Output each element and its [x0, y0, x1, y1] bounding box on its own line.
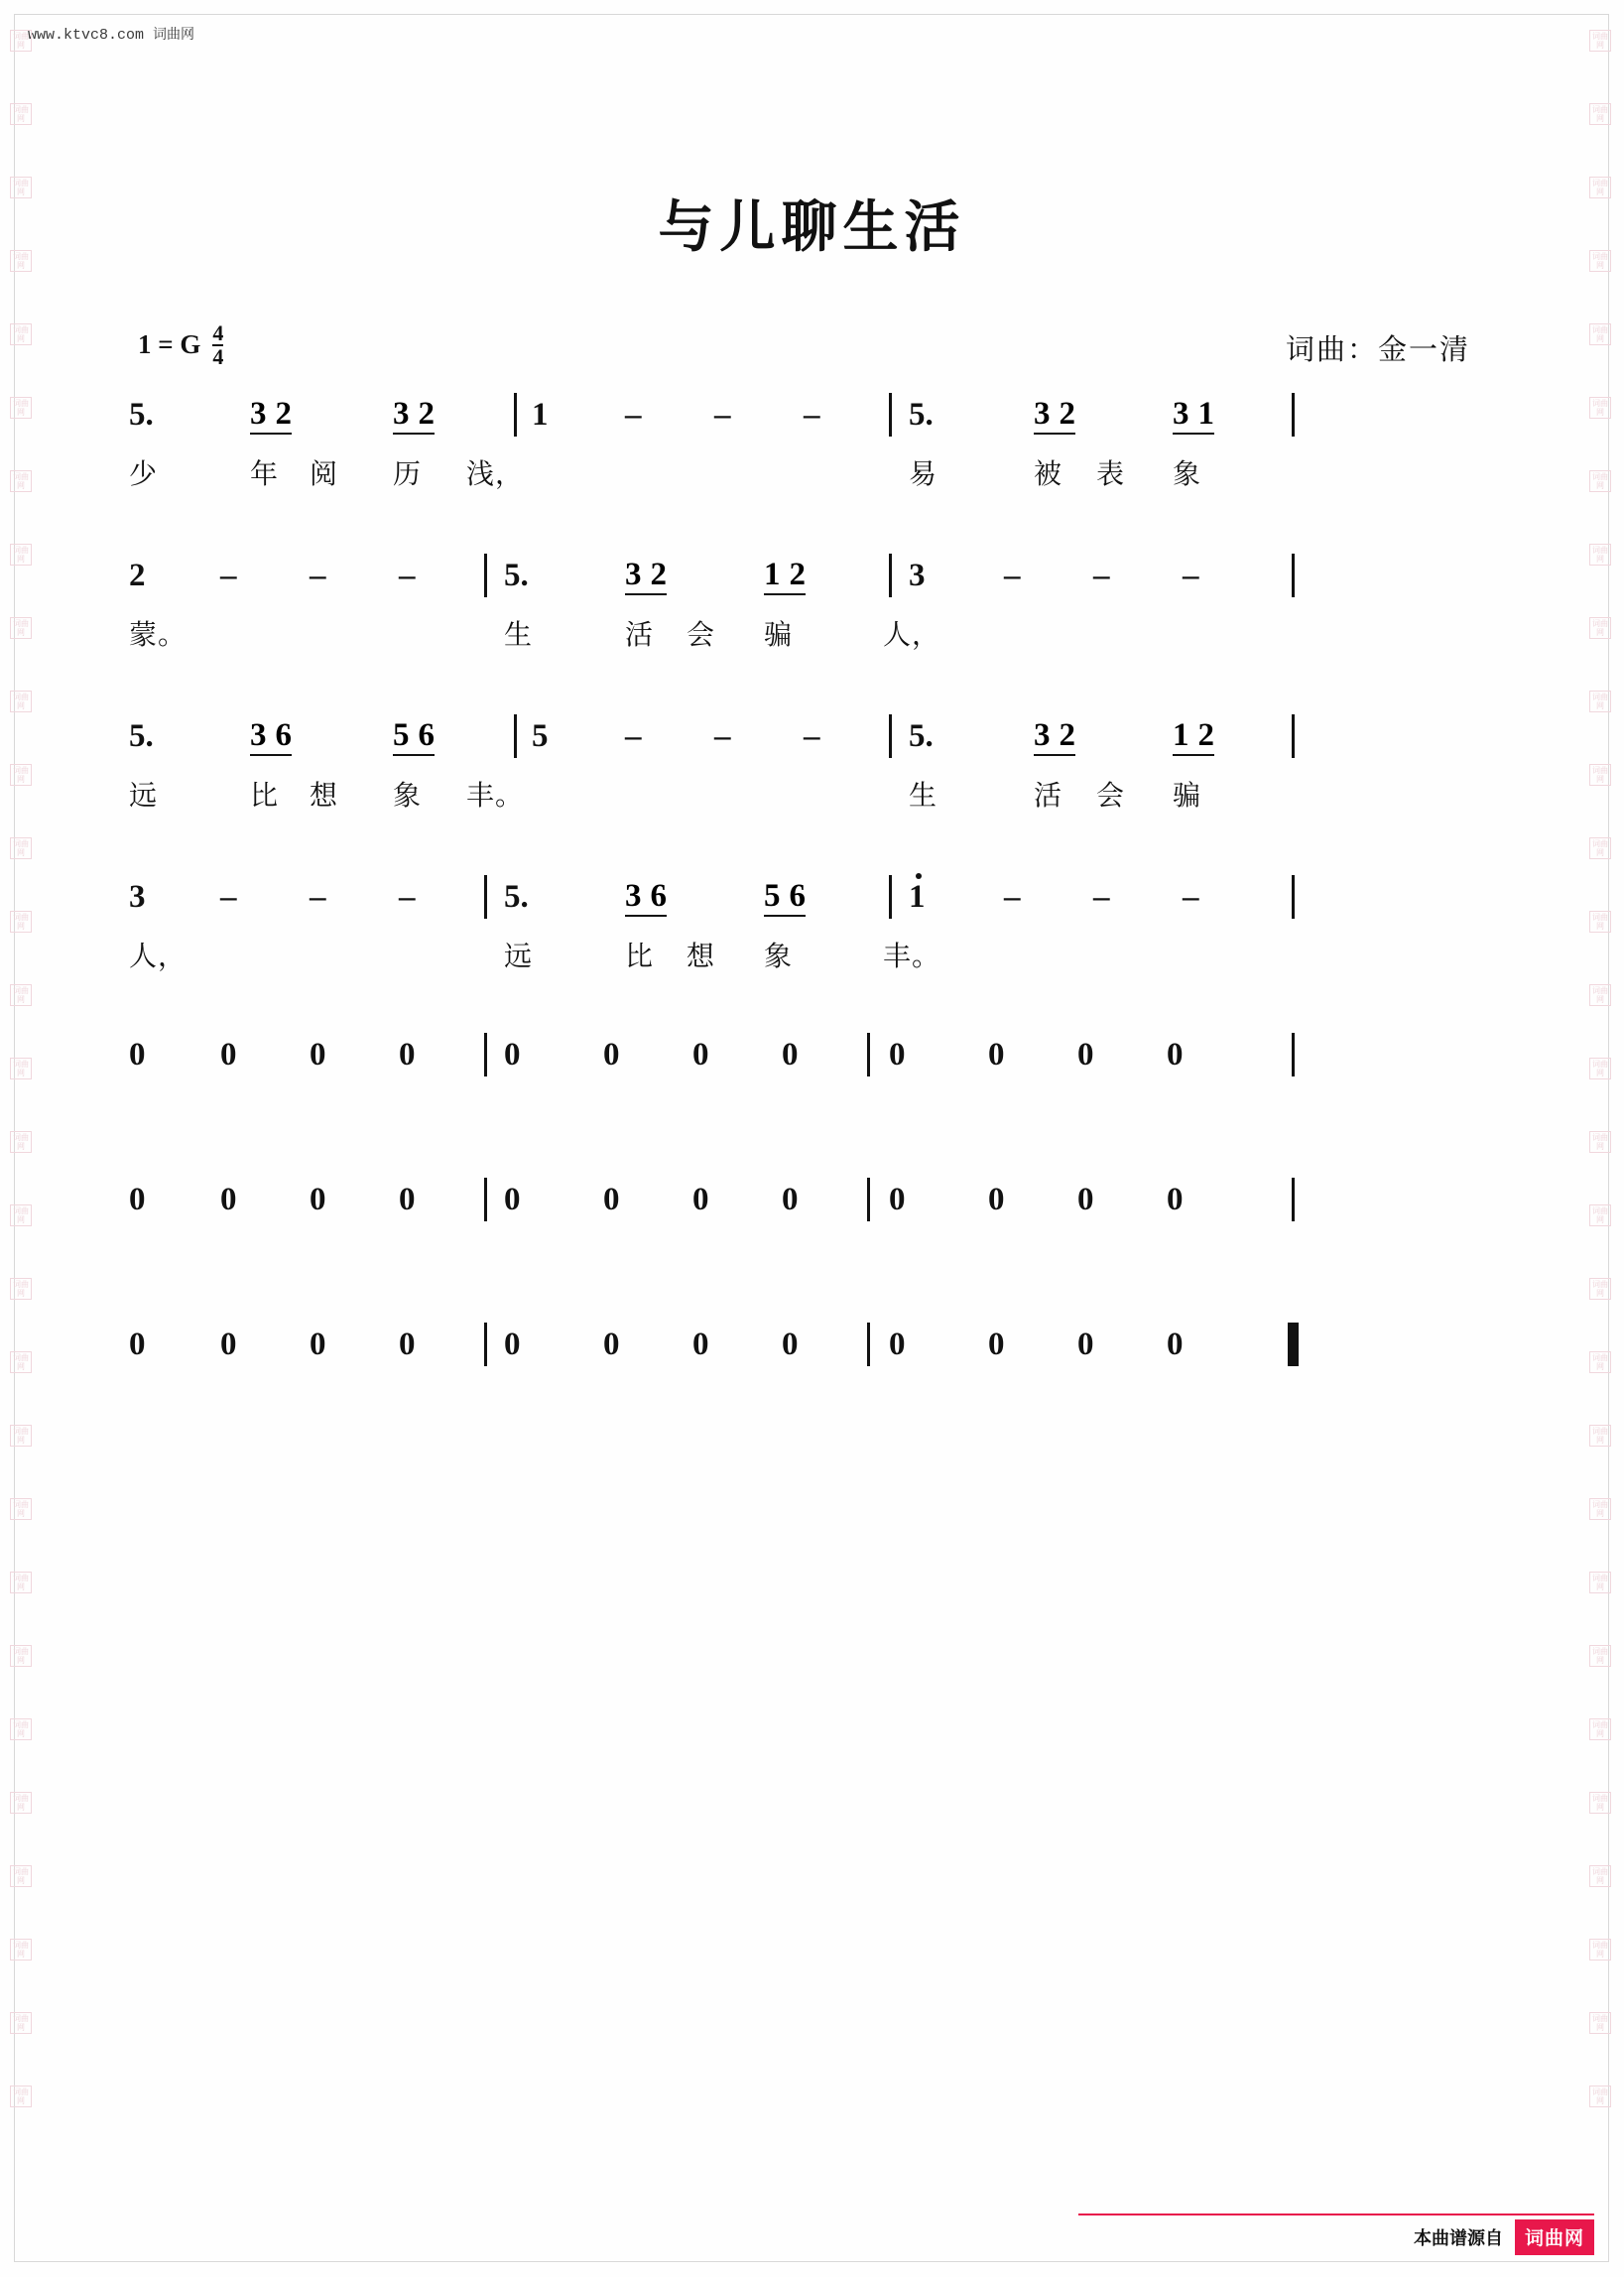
note: 0 — [220, 1037, 237, 1073]
note-sustain-dash: – — [625, 397, 642, 433]
note: 0 — [504, 1182, 521, 1217]
watermark-tile: 词曲网 — [10, 177, 32, 198]
barline — [484, 875, 487, 919]
watermark-tile: 词曲网 — [1589, 1498, 1611, 1520]
watermark-tile: 词曲网 — [10, 30, 32, 52]
lyric-syllable: 被 — [1034, 459, 1063, 490]
beamed-notes: 5 6 — [393, 718, 435, 756]
lyric-syllable: 比 — [250, 781, 280, 812]
lyric-syllable: 易 — [909, 459, 938, 490]
watermark-tile: 词曲网 — [10, 250, 32, 272]
note: 0 — [310, 1037, 326, 1073]
watermark-tile: 词曲网 — [1589, 984, 1611, 1006]
watermark-tile: 词曲网 — [1589, 177, 1611, 198]
note-sustain-dash: – — [399, 558, 416, 593]
note: 1 — [532, 397, 549, 433]
note: 0 — [603, 1037, 620, 1073]
watermark-tile: 词曲网 — [1589, 764, 1611, 786]
note-sustain-dash: – — [220, 558, 237, 593]
watermark-tile: 词曲网 — [10, 1131, 32, 1153]
watermark-tile: 词曲网 — [10, 911, 32, 933]
barline — [889, 554, 892, 597]
watermark-tile: 词曲网 — [1589, 323, 1611, 345]
lyric-syllable: 人， — [129, 942, 187, 972]
watermark-tile: 词曲网 — [10, 1865, 32, 1887]
note-sustain-dash: – — [804, 397, 820, 433]
note: 0 — [1167, 1037, 1184, 1073]
site-name: 词曲网 — [153, 26, 195, 42]
note: 0 — [129, 1327, 146, 1362]
beamed-notes: 3 2 — [625, 558, 667, 595]
barline — [867, 1323, 870, 1366]
lyric-syllable: 丰。 — [466, 781, 525, 812]
lyric-syllable: 生 — [504, 620, 534, 651]
note: 0 — [129, 1037, 146, 1073]
note: 0 — [220, 1327, 237, 1362]
note: 3 — [129, 879, 146, 915]
note: 0 — [782, 1327, 799, 1362]
note: 0 — [310, 1327, 326, 1362]
note: 0 — [782, 1182, 799, 1217]
note: 5. — [909, 718, 934, 754]
note: 0 — [692, 1182, 709, 1217]
note-sustain-dash: – — [804, 718, 820, 754]
beamed-notes: 5 6 — [764, 879, 806, 917]
footer-source-text: 本曲谱源自 — [1413, 2228, 1503, 2248]
watermark-tile: 词曲网 — [1589, 1351, 1611, 1373]
note: 0 — [603, 1327, 620, 1362]
lyric-row — [129, 613, 1498, 661]
note: 0 — [310, 1182, 326, 1217]
lyric-row — [129, 774, 1498, 822]
note: 0 — [988, 1037, 1005, 1073]
note: 0 — [603, 1182, 620, 1217]
watermark-tile: 词曲网 — [1589, 1718, 1611, 1740]
beamed-notes: 1 2 — [764, 558, 806, 595]
note-row — [129, 1182, 1498, 1237]
score-system — [129, 1327, 1498, 1455]
barline — [484, 1178, 487, 1221]
note-sustain-dash: – — [625, 718, 642, 754]
watermark-tile: 词曲网 — [1589, 1792, 1611, 1814]
beamed-notes: 1 2 — [1173, 718, 1214, 756]
watermark-tile: 词曲网 — [10, 1498, 32, 1520]
watermark-tile: 词曲网 — [10, 470, 32, 492]
note: 0 — [889, 1327, 906, 1362]
barline — [867, 1178, 870, 1221]
beamed-notes: 3 6 — [625, 879, 667, 917]
beamed-notes: 3 1 — [1173, 397, 1214, 435]
watermark-tile: 词曲网 — [10, 984, 32, 1006]
watermark-tile: 词曲网 — [10, 544, 32, 566]
watermark-tile: 词曲网 — [10, 1792, 32, 1814]
note-sustain-dash: – — [1183, 879, 1199, 915]
note-sustain-dash: – — [1093, 558, 1110, 593]
beamed-notes: 3 2 — [1034, 397, 1075, 435]
key-signature — [138, 322, 223, 367]
barline — [1292, 554, 1295, 597]
octave-dot-icon — [916, 873, 922, 879]
note: 0 — [692, 1037, 709, 1073]
watermark-tile: 词曲网 — [10, 617, 32, 639]
barline — [484, 1323, 487, 1366]
watermark-tile: 词曲网 — [10, 691, 32, 712]
watermark-tile: 词曲网 — [1589, 1425, 1611, 1447]
watermark-tile: 词曲网 — [1589, 30, 1611, 52]
lyric-row — [129, 452, 1498, 500]
footer-rule — [1078, 2214, 1594, 2215]
watermark-tile: 词曲网 — [10, 1645, 32, 1667]
footer — [1414, 2219, 1594, 2255]
lyric-row — [129, 1382, 1498, 1430]
note-sustain-dash: – — [714, 397, 731, 433]
note-sustain-dash: – — [1093, 879, 1110, 915]
note: 5. — [504, 879, 529, 915]
note-sustain-dash: – — [714, 718, 731, 754]
final-barline — [1288, 1323, 1299, 1366]
note-row — [129, 1327, 1498, 1382]
watermark-tile: 词曲网 — [10, 323, 32, 345]
note: 0 — [399, 1182, 416, 1217]
note: 2 — [129, 558, 146, 593]
note-row — [129, 558, 1498, 613]
note-row — [129, 718, 1498, 774]
barline — [867, 1033, 870, 1076]
watermark-tile: 词曲网 — [1589, 544, 1611, 566]
score-system — [129, 1037, 1498, 1166]
note: 0 — [889, 1182, 906, 1217]
barline — [1292, 714, 1295, 758]
note: 0 — [1077, 1037, 1094, 1073]
lyric-row — [129, 1092, 1498, 1140]
note: 0 — [129, 1182, 146, 1217]
barline — [889, 875, 892, 919]
site-url — [28, 24, 194, 44]
lyric-syllable: 历 — [393, 459, 423, 490]
watermark-tile: 词曲网 — [1589, 1939, 1611, 1961]
time-signature-denominator: 4 — [212, 343, 224, 369]
watermark-tile: 词曲网 — [10, 837, 32, 859]
lyric-syllable: 生 — [909, 781, 938, 812]
note-row — [129, 1037, 1498, 1092]
note: 1 — [909, 879, 926, 915]
note: 0 — [1077, 1327, 1094, 1362]
beamed-notes: 3 2 — [393, 397, 435, 435]
beamed-notes: 3 2 — [1034, 718, 1075, 756]
lyric-syllable: 活 — [1034, 781, 1063, 812]
lyric-syllable: 想 — [687, 942, 716, 972]
time-signature-numerator: 4 — [212, 320, 224, 345]
score-system — [129, 718, 1498, 847]
watermark-tile: 词曲网 — [10, 2086, 32, 2107]
note-sustain-dash: – — [310, 879, 326, 915]
lyric-syllable: 象 — [1173, 459, 1202, 490]
barline — [514, 393, 517, 437]
watermark-tile: 词曲网 — [10, 1572, 32, 1593]
note: 0 — [1077, 1182, 1094, 1217]
note: 0 — [889, 1037, 906, 1073]
watermark-tile: 词曲网 — [10, 1278, 32, 1300]
watermark-tile: 词曲网 — [10, 764, 32, 786]
barline — [889, 393, 892, 437]
time-signature — [212, 320, 224, 369]
watermark-tile: 词曲网 — [1589, 103, 1611, 125]
watermark-tile: 词曲网 — [10, 103, 32, 125]
watermark-tile: 词曲网 — [10, 1204, 32, 1226]
lyric-syllable: 活 — [625, 620, 655, 651]
watermark-tile: 词曲网 — [1589, 397, 1611, 419]
note: 0 — [504, 1037, 521, 1073]
watermark-tile: 词曲网 — [1589, 1058, 1611, 1079]
page-title: 与儿聊生活 — [658, 197, 966, 259]
note-sustain-dash: – — [1183, 558, 1199, 593]
watermark-tile: 词曲网 — [1589, 1572, 1611, 1593]
note: 0 — [988, 1182, 1005, 1217]
watermark-tile: 词曲网 — [10, 1058, 32, 1079]
score-system — [129, 879, 1498, 1008]
watermark-tile: 词曲网 — [1589, 2086, 1611, 2107]
watermark-tile: 词曲网 — [1589, 691, 1611, 712]
note: 5. — [909, 397, 934, 433]
barline — [1292, 393, 1295, 437]
note-sustain-dash: – — [220, 879, 237, 915]
score-system — [129, 558, 1498, 687]
note: 0 — [988, 1327, 1005, 1362]
watermark-tile: 词曲网 — [1589, 617, 1611, 639]
barline — [484, 554, 487, 597]
watermark-tile: 词曲网 — [10, 1425, 32, 1447]
barline — [1292, 1033, 1295, 1076]
watermark-tile: 词曲网 — [10, 397, 32, 419]
lyric-syllable: 年 — [250, 459, 280, 490]
watermark-tile: 词曲网 — [1589, 1865, 1611, 1887]
lyric-row — [129, 935, 1498, 982]
lyric-syllable: 比 — [625, 942, 655, 972]
note-sustain-dash: – — [310, 558, 326, 593]
lyric-syllable: 蒙。 — [129, 620, 187, 651]
note-sustain-dash: – — [1004, 879, 1021, 915]
note-sustain-dash: – — [399, 879, 416, 915]
lyric-syllable: 会 — [1096, 781, 1126, 812]
note: 0 — [399, 1327, 416, 1362]
lyric-syllable: 人， — [883, 620, 941, 651]
watermark-tile: 词曲网 — [10, 2012, 32, 2034]
lyric-syllable: 阅 — [310, 459, 339, 490]
watermark-tile: 词曲网 — [1589, 1645, 1611, 1667]
watermark-tile: 词曲网 — [1589, 1204, 1611, 1226]
watermark-tile: 词曲网 — [1589, 837, 1611, 859]
watermark-tile: 词曲网 — [10, 1351, 32, 1373]
note: 0 — [1167, 1327, 1184, 1362]
lyric-syllable: 骗 — [764, 620, 794, 651]
note: 5. — [504, 558, 529, 593]
note: 0 — [399, 1037, 416, 1073]
note: 0 — [782, 1037, 799, 1073]
watermark-tile: 词曲网 — [10, 1939, 32, 1961]
note: 0 — [1167, 1182, 1184, 1217]
site-url-text: www.ktvc8.com — [28, 27, 145, 44]
beamed-notes: 3 6 — [250, 718, 292, 756]
lyric-syllable: 少 — [129, 459, 159, 490]
lyric-syllable: 丰。 — [883, 942, 941, 972]
watermark-tile: 词曲网 — [1589, 250, 1611, 272]
barline — [514, 714, 517, 758]
lyric-syllable: 浅， — [466, 459, 525, 490]
score-system — [129, 1182, 1498, 1311]
footer-site-badge[interactable]: 词曲网 — [1515, 2219, 1594, 2255]
beamed-notes: 3 2 — [250, 397, 292, 435]
watermark-tile: 词曲网 — [1589, 911, 1611, 933]
lyric-syllable: 骗 — [1173, 781, 1202, 812]
note: 0 — [504, 1327, 521, 1362]
barline — [1292, 1178, 1295, 1221]
key-label: 1 = G — [138, 328, 201, 359]
note-row — [129, 879, 1498, 935]
lyric-row — [129, 1237, 1498, 1285]
lyric-syllable: 远 — [504, 942, 534, 972]
note: 0 — [692, 1327, 709, 1362]
watermark-tile: 词曲网 — [1589, 470, 1611, 492]
lyric-syllable: 会 — [687, 620, 716, 651]
watermark-tile: 词曲网 — [10, 1718, 32, 1740]
note: 5 — [532, 718, 549, 754]
barline — [484, 1033, 487, 1076]
lyric-syllable: 想 — [310, 781, 339, 812]
lyric-syllable: 象 — [393, 781, 423, 812]
note: 5. — [129, 397, 154, 433]
note-sustain-dash: – — [1004, 558, 1021, 593]
score-system — [129, 397, 1498, 526]
watermark-tile: 词曲网 — [1589, 2012, 1611, 2034]
note-row — [129, 397, 1498, 452]
composer-credit: 词曲：金一清 — [1285, 334, 1470, 366]
barline — [1292, 875, 1295, 919]
barline — [889, 714, 892, 758]
note: 0 — [220, 1182, 237, 1217]
watermark-tile: 词曲网 — [1589, 1278, 1611, 1300]
lyric-syllable: 远 — [129, 781, 159, 812]
note: 3 — [909, 558, 926, 593]
lyric-syllable: 象 — [764, 942, 794, 972]
watermark-tile: 词曲网 — [1589, 1131, 1611, 1153]
note: 5. — [129, 718, 154, 754]
lyric-syllable: 表 — [1096, 459, 1126, 490]
